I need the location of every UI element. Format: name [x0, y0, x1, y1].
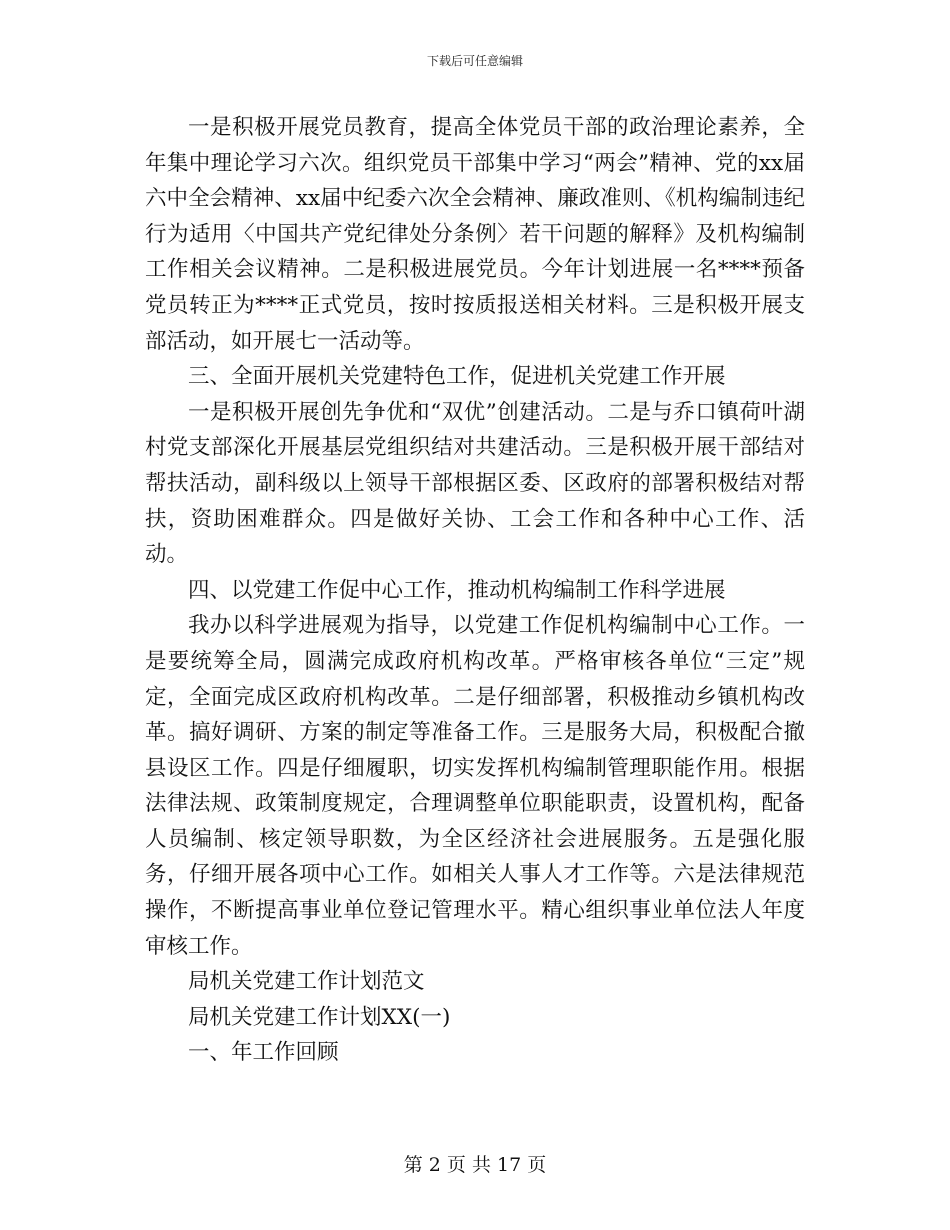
paragraph-featured-work: 一是积极开展创先争优和“双优”创建活动。二是与乔口镇荷叶湖村党支部深化开展基层党组织结对共建活动。三是积极开展干部结对帮扶活动，副科级以上领导干部根据区委、区政府的部署积极结对帮扶，资助困难群众。四是做好关协、工会工作和各种中心工作、活动。 [145, 399, 805, 568]
section-heading-1: 一、年工作回顾 [188, 1040, 339, 1066]
page-header: 下载后可任意编辑 [426, 54, 523, 68]
document-title: 局机关党建工作计划范文 [188, 969, 425, 995]
paragraph-party-education: 一是积极开展党员教育，提高全体党员干部的政治理论素养，全年集中理论学习六次。组织党员干部集中学习“两会”精神、党的xx届六中全会精神、xx届中纪委六次全会精神、廉政准则、《机构编制违纪行为适用〈中国共产党纪律处分条例〉若干问题的解释》及机构编制工作相关会议精神。二是积极进展党员。今年计划进展一名****预备党员转正为****正式党员，按时按质报送相关材料。三是积极开展支部活动，如开展七一活动等。 [145, 115, 805, 354]
section-heading-4: 四、以党建工作促中心工作，推动机构编制工作科学进展 [188, 577, 726, 603]
document-subtitle: 局机关党建工作计划XX(一) [188, 1004, 451, 1030]
paragraph-central-work: 我办以科学进展观为指导，以党建工作促机构编制中心工作。一是要统筹全局，圆满完成政府机构改革。严格审核各单位“三定”规定，全面完成区政府机构改革。二是仔细部署，积极推动乡镇机构改革。搞好调研、方案的制定等准备工作。三是服务大局，积极配合撤县设区工作。四是仔细履职，切实发挥机构编制管理职能作用。根据法律法规、政策制度规定，合理调整单位职能职责，设置机构，配备人员编制、核定领导职数，为全区经济社会进展服务。五是强化服务，仔细开展各项中心工作。如相关人事人才工作等。六是法律规范操作，不断提高事业单位登记管理水平。精心组织事业单位法人年度审核工作。 [145, 613, 805, 959]
page-number: 第 2 页 共 17 页 [403, 1154, 547, 1176]
document-body [145, 110, 805, 1071]
section-heading-3: 三、全面开展机关党建特色工作，促进机关党建工作开展 [188, 364, 726, 390]
